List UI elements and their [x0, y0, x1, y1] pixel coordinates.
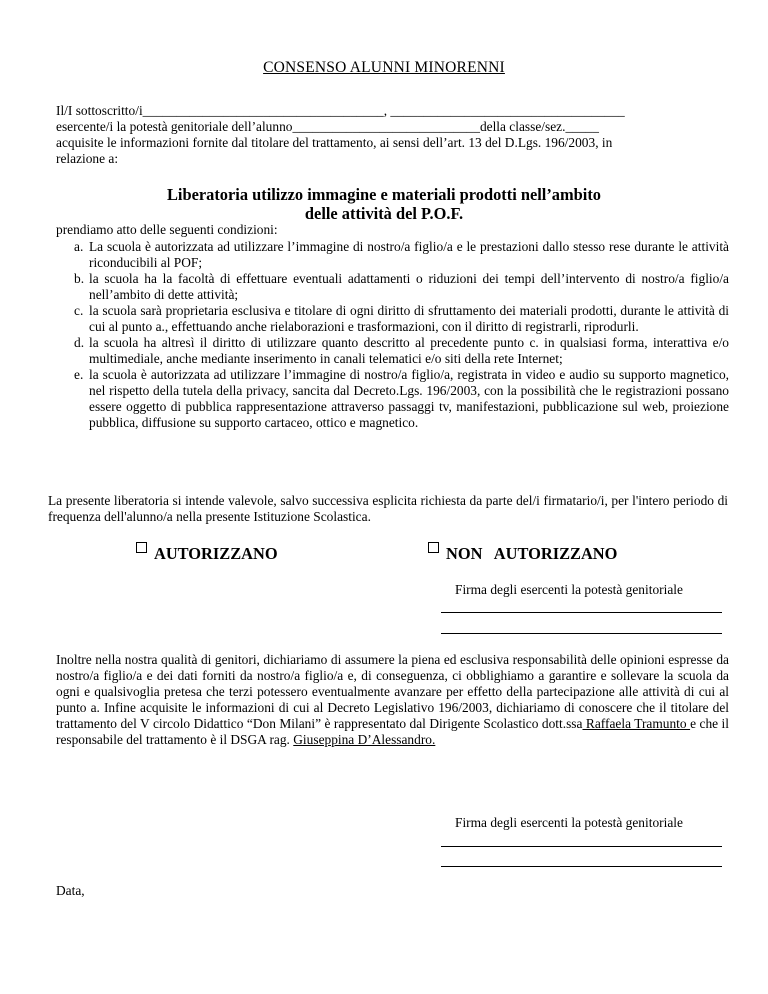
declaration-text-after: e che il responsabile del trattamento è il DSGA rag.: [56, 716, 729, 747]
intro-line-3: acquisite le informazioni fornite dal titolare del trattamento, ai sensi dell’art. 13 del D.Lgs. 196/2003, in: [56, 135, 613, 150]
heading-line-1: Liberatoria utilizzo immagine e materiali prodotti nell’ambito: [167, 185, 601, 204]
condition-letter: b.: [74, 271, 85, 286]
parent-name-field-2[interactable]: ___________________________________: [390, 103, 625, 118]
condition-text: la scuola ha la facoltà di effettuare eventuali adattamenti o riduzioni dei tempi dell’intervento di nostro/a figlio/a nell’ambito di dette attività;: [89, 271, 729, 302]
condition-item: [56, 303, 729, 335]
authorize-label: AUTORIZZANO: [154, 544, 278, 563]
authorize-checkbox[interactable]: [136, 542, 147, 553]
validity-statement: La presente liberatoria si intende valevole, salvo successiva esplicita richiesta da parte del/i firmatario/i, per l'intero periodo di frequenza dell'alunno/a nella presente Istituzione Scolastica.: [48, 493, 728, 524]
intro-subject-label: Il/I sottoscritto/i: [56, 103, 143, 118]
date-label[interactable]: Data,: [56, 883, 85, 898]
condition-item: [56, 367, 729, 431]
signature-label-2: Firma degli esercenti la potestà genitoriale: [455, 815, 683, 830]
condition-letter: e.: [74, 367, 84, 382]
condition-text: La scuola è autorizzata ad utilizzare l’immagine di nostro/a figlio/a e le prestazioni dallo stesso rese durante le attività riconducibili al POF;: [89, 239, 729, 270]
condition-text: la scuola sarà proprietaria esclusiva e titolare di ogni diritto di sfruttamento dei materiali prodotti, durante le attività di cui al punto a., effettuando anche rielaborazioni e trasformazioni, con il diritto di registrarli, riprodurli.: [89, 303, 729, 334]
student-name-field[interactable]: ____________________________: [292, 119, 480, 134]
signature-line-2b[interactable]: [441, 866, 722, 867]
intro-student-label: esercente/i la potestà genitoriale dell’alunno: [56, 119, 293, 134]
class-field[interactable]: _____: [565, 119, 599, 134]
authorize-option[interactable]: [136, 542, 278, 562]
document-title: CONSENSO ALUNNI MINORENNI: [263, 59, 505, 76]
parent-name-field-1[interactable]: ____________________________________: [142, 103, 384, 118]
condition-letter: d.: [74, 335, 85, 350]
not-authorize-option[interactable]: [428, 542, 617, 562]
condition-item: [56, 271, 729, 303]
section-heading: [0, 185, 768, 223]
dsga-name: Giuseppina D’Alessandro.: [293, 732, 436, 747]
director-name: Raffaela Tramunto: [582, 716, 691, 731]
condition-text: la scuola ha altresì il diritto di utilizzare quanto descritto al precedente punto c. in qualsiasi forma, interattiva e/o multimediale, anche mediante inserimento in canali telematici e/o siti della rete Internet;: [89, 335, 729, 366]
class-label: della classe/sez.: [479, 119, 566, 134]
not-authorize-label: NON AUTORIZZANO: [446, 544, 618, 563]
intro-separator: ,: [383, 103, 391, 118]
signature-line-2a[interactable]: [441, 846, 722, 847]
signature-label-1: Firma degli esercenti la potestà genitoriale: [455, 582, 683, 597]
condition-letter: c.: [74, 303, 84, 318]
declaration-paragraph: [56, 652, 729, 748]
condition-item: [56, 335, 729, 367]
intro-line-2: [56, 119, 716, 135]
condition-text: la scuola è autorizzata ad utilizzare l’immagine di nostro/a figlio/a, registrata in video e audio su supporto magnetico, nel rispetto della tutela della privacy, sancita dal Decreto.Lgs. 196/2003, con la possibilità che le registrazioni possano essere oggetto di pubblica rappresentazione attraverso passaggi tv, manifestazioni, pubblicazione sul web, proiezione pubblica, diffusione su supporto cartaceo, ottico e magnetico.: [89, 367, 729, 430]
signature-line-1b[interactable]: [441, 633, 722, 634]
conditions-list: [56, 239, 729, 431]
not-authorize-checkbox[interactable]: [428, 542, 439, 553]
heading-line-2: delle attività del P.O.F.: [304, 204, 464, 223]
condition-item: [56, 239, 729, 271]
declaration-text: Inoltre nella nostra qualità di genitori, dichiariamo di assumere la piena ed esclusiva responsabilità delle opinioni espresse da nostro/a figlio/a e dei dati forniti da nostro/a figlio/a e, di conseguenza, ci obblighiamo a garantire e sollevare la scuola da ogni e qualsivoglia pretesa che terzi potessero eventualmente avanzare per effetto della partecipazione alle attività di cui al punto a. Infine acquisite le informazioni di cui al Decreto Legislativo 196/2003, dichiariamo di conoscere che il titolare del trattamento del V circolo Didattico “Don Milani” è rappresentato dal Dirigente Scolastico dott.ssa: [56, 652, 729, 731]
condition-letter: a.: [74, 239, 84, 254]
intro-line-1: [56, 103, 716, 119]
signature-line-1a[interactable]: [441, 612, 722, 613]
conditions-intro: prendiamo atto delle seguenti condizioni:: [56, 222, 278, 237]
intro-block: [56, 103, 716, 167]
intro-line-4: relazione a:: [56, 151, 119, 166]
